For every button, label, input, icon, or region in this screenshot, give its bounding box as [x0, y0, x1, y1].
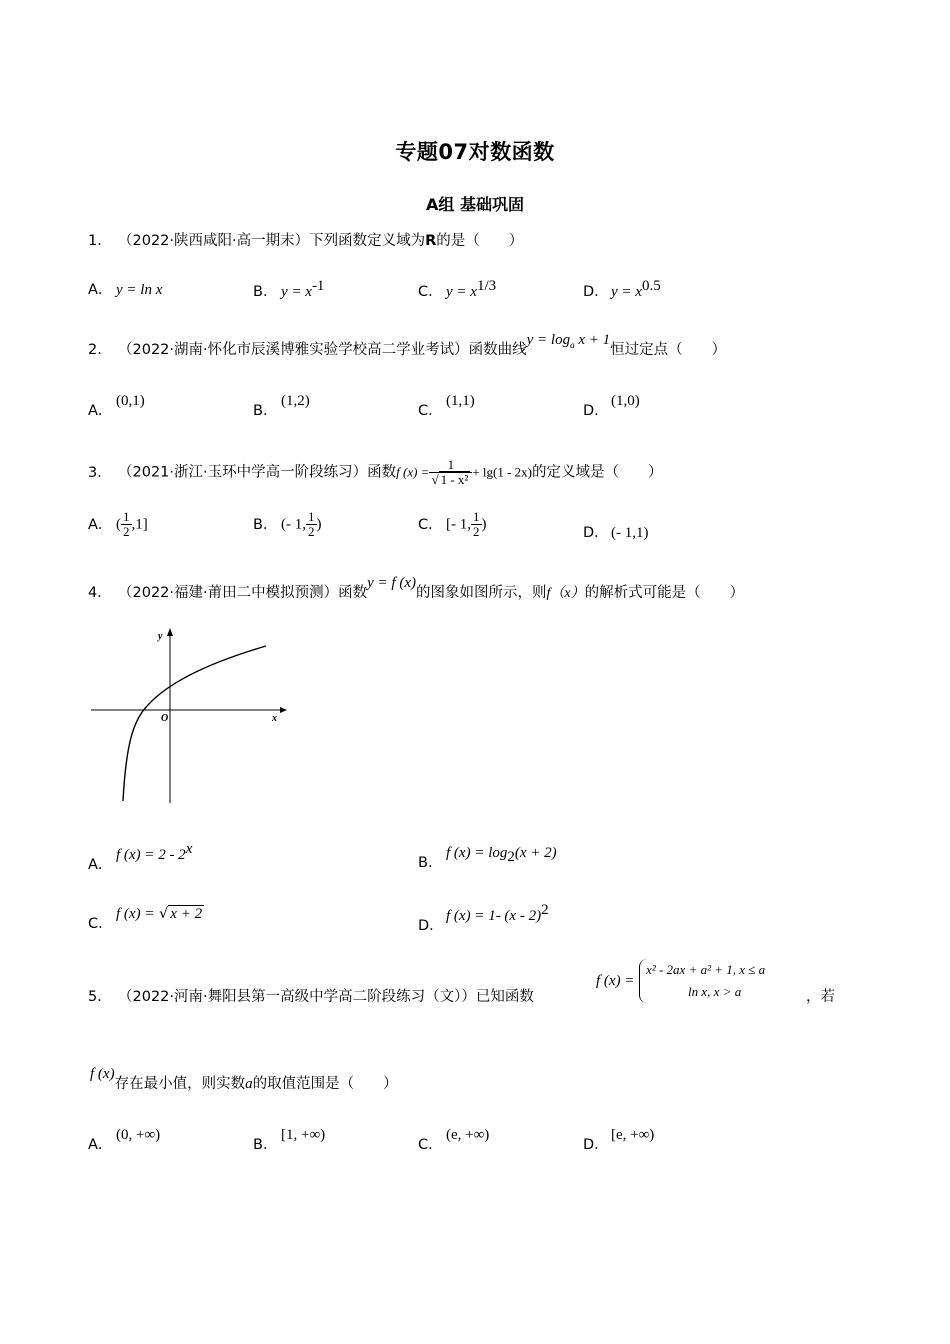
option-label: B．: [253, 516, 278, 533]
question-2: [88, 332, 727, 360]
option-label: B．: [253, 1137, 278, 1153]
q3-option-a: [88, 510, 148, 539]
formula-lhs: f (x) =: [396, 464, 430, 480]
option-fraction: [471, 510, 482, 539]
option-label: C．: [418, 283, 443, 300]
question-bold-symbol: R: [425, 233, 437, 249]
option-label: D．: [418, 917, 444, 934]
q4-option-b: [418, 845, 557, 876]
option-label: A．: [88, 516, 113, 533]
section-subtitle: A组 基础巩固: [426, 195, 524, 214]
question-text: （2022·陕西咸阳·高一期末）下列函数定义域为: [118, 233, 426, 249]
question-formula: y = f (x): [367, 575, 416, 591]
question-number: 3．: [88, 464, 112, 481]
x-axis-arrow: [280, 707, 287, 713]
option-post: ,1]: [131, 516, 148, 533]
option-math: [e, +∞): [611, 1127, 655, 1143]
option-exponent: 1/3: [476, 278, 497, 294]
origin-label: O: [161, 713, 169, 724]
q5-option-a: [88, 1127, 161, 1154]
option-label: A．: [88, 282, 113, 298]
fraction-numerator: 1: [429, 458, 472, 473]
formula-tail: + lg(1 - 2x): [472, 464, 532, 480]
function-curve: [123, 646, 266, 801]
line2-formula: f (x): [90, 1066, 115, 1082]
option-label: B．: [418, 855, 443, 871]
fraction-numerator: 1: [123, 509, 130, 524]
option-math: (0,1): [116, 393, 145, 409]
q1-option-a: [88, 278, 162, 299]
y-axis-label: y: [158, 631, 163, 642]
question-tail: 恒过定点（ ）: [610, 342, 727, 358]
option-label: C．: [418, 516, 443, 533]
question-tail-2: 的解析式可能是（ ）: [584, 585, 745, 601]
question-number: 1．: [88, 233, 112, 249]
fraction-denominator: √ 1 - x²: [431, 472, 469, 487]
option-math: y = x: [281, 283, 312, 300]
q2-option-c: [418, 393, 475, 420]
option-math: f (x) = log: [446, 845, 508, 861]
option-tail: (x + 2): [514, 845, 557, 861]
y-axis-arrow: [167, 628, 173, 636]
option-math: (e, +∞): [446, 1127, 490, 1143]
question-text: （2021·浙江·玉环中学高一阶段练习）函数: [118, 464, 397, 481]
question-tail: 的图象如图所示，则: [415, 585, 547, 601]
q2-option-d: [583, 393, 640, 420]
line2-variable: a: [245, 1076, 253, 1092]
piecewise-case-2: ln x, x > a: [688, 984, 742, 999]
option-fraction: [306, 510, 317, 539]
option-exponent: -1: [311, 278, 325, 294]
question-text: （2022·河南·舞阳县第一高级中学高二阶段练习（文））已知函数: [118, 989, 534, 1005]
piecewise-case-1: x² - 2ax + a² + 1, x ≤ a: [646, 962, 766, 977]
option-label: D．: [583, 403, 609, 419]
option-label: C．: [418, 403, 443, 419]
option-pre: (: [116, 516, 121, 533]
question-3: [88, 458, 663, 487]
question-number: 5．: [88, 989, 112, 1005]
question-4: [88, 575, 745, 602]
option-label: D．: [583, 1137, 609, 1153]
question-tail: 的定义域是（ ）: [532, 464, 663, 481]
question-formula: [527, 332, 610, 348]
option-sqrt: x + 2: [170, 906, 203, 922]
line2-tail: 的取值范围是（ ）: [252, 1076, 398, 1092]
option-label: A．: [88, 403, 113, 419]
option-math: y = x: [611, 283, 642, 300]
q2-option-b: [253, 393, 310, 420]
fraction-numerator: 1: [473, 509, 480, 524]
option-math: [1, +∞): [281, 1127, 326, 1143]
option-post: ): [481, 516, 487, 533]
formula-main: y = log: [526, 332, 571, 348]
option-post: ): [316, 516, 322, 533]
formula-tail: x + 1: [574, 332, 611, 348]
question-5-line-2: [90, 1066, 398, 1093]
question-number: 2．: [88, 342, 112, 358]
option-math: (- 1,1): [611, 525, 649, 541]
option-label: B．: [253, 283, 278, 300]
q3-option-c: [418, 510, 487, 539]
option-fraction: [121, 510, 132, 539]
option-math: y = ln x: [116, 282, 163, 298]
question-text: （2022·福建·莆田二中模拟预测）函数: [118, 585, 368, 601]
formula-fraction: [429, 458, 472, 487]
option-label: D．: [583, 283, 609, 300]
q4-option-d: [418, 902, 549, 935]
fraction-denominator: 2: [123, 524, 130, 539]
page-title: 专题07对数函数: [395, 140, 555, 164]
option-math: f (x) = 2 - 2: [116, 846, 186, 863]
sqrt-content: 1 - x²: [440, 472, 469, 487]
option-base: 2: [507, 848, 515, 865]
question-number: 4．: [88, 585, 112, 601]
question-text: （2022·湖南·怀化市辰溪博雅实验学校高二学业考试）函数曲线: [118, 342, 527, 358]
option-label: A．: [88, 1137, 113, 1153]
option-label: D．: [583, 525, 609, 541]
q5-option-b: [253, 1127, 326, 1154]
fraction-denominator: 2: [308, 524, 315, 539]
option-exponent: 2: [541, 902, 549, 918]
q1-option-c: [418, 278, 496, 301]
q1-option-d: [583, 278, 661, 301]
piecewise-brace: [639, 959, 765, 1003]
option-exponent: 0.5: [641, 278, 661, 294]
q3-option-b: [253, 510, 322, 539]
option-label: C．: [88, 916, 113, 932]
q2-option-a: [88, 393, 145, 420]
option-exponent: x: [185, 841, 193, 857]
option-math: f (x) = 1- (x - 2): [446, 907, 542, 924]
question-tail: 的是（ ）: [436, 233, 524, 249]
formula-base: a: [570, 340, 575, 350]
question-1: [88, 229, 523, 250]
option-math: (0, +∞): [116, 1127, 161, 1143]
option-math: f (x) =: [116, 906, 155, 922]
option-pre: [- 1,: [446, 516, 471, 533]
option-label: B．: [253, 403, 278, 419]
fraction-numerator: 1: [308, 509, 315, 524]
q5-option-c: [418, 1127, 490, 1154]
option-math: y = x: [446, 283, 477, 300]
option-label: A．: [88, 856, 113, 873]
option-pre: (- 1,: [281, 516, 306, 533]
function-graph: [88, 625, 288, 805]
q5-tail: ，若: [806, 989, 835, 1005]
q4-option-a: [88, 841, 193, 874]
q5-piecewise-formula: [596, 959, 765, 1003]
line2-text: 存在最小值，则实数: [114, 1076, 246, 1092]
option-math: (1,2): [281, 393, 310, 409]
x-axis-label: x: [272, 713, 277, 724]
option-label: C．: [418, 1137, 443, 1153]
q5-option-d: [583, 1127, 655, 1154]
option-math: (1,0): [611, 393, 640, 409]
formula-lhs: f (x) =: [596, 973, 635, 989]
q3-option-d: [583, 521, 649, 542]
fraction-denominator: 2: [473, 524, 480, 539]
q1-option-b: [253, 278, 324, 301]
tail-formula: f（x）: [546, 586, 585, 601]
q4-option-c: C．f (x) = √ x + 2: [88, 906, 203, 932]
question-5: [88, 985, 534, 1006]
option-math: (1,1): [446, 393, 475, 409]
